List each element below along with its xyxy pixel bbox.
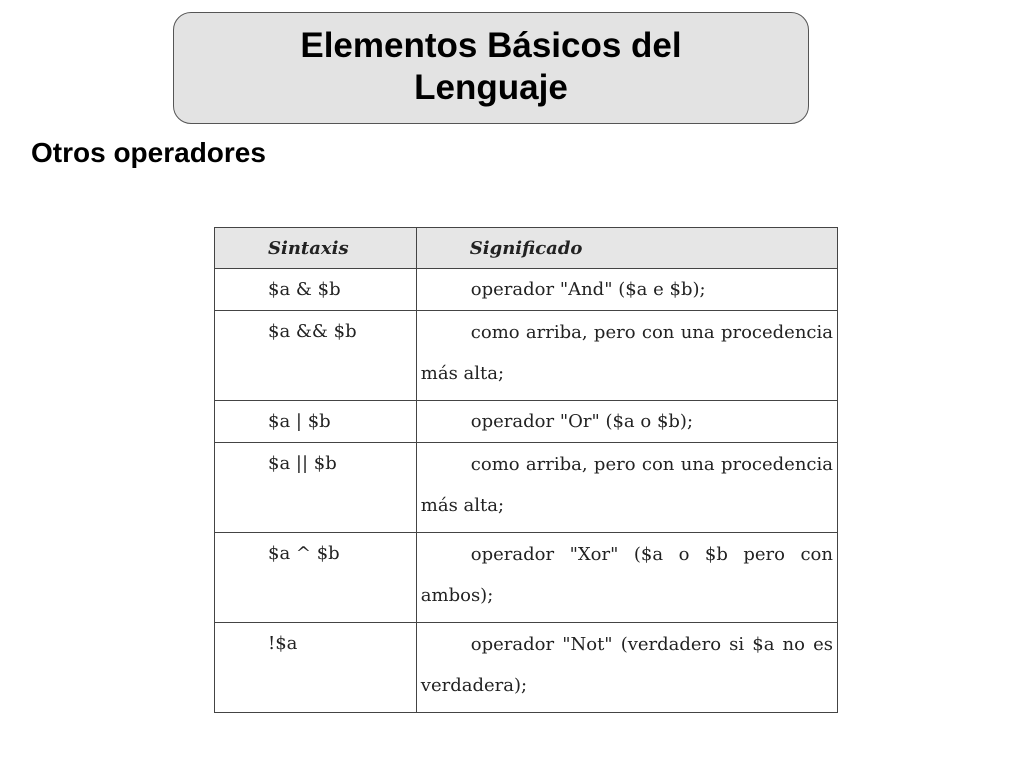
table-row xyxy=(215,533,838,623)
table-row xyxy=(215,311,838,401)
header-syntax xyxy=(215,228,417,269)
meaning-cell xyxy=(416,401,837,443)
meaning-text: operador "Xor" ($a o $b pero con ambos); xyxy=(420,544,833,606)
meaning-text: como arriba, pero con una procedencia más alta; xyxy=(420,322,833,384)
meaning-text: como arriba, pero con una procedencia más alta; xyxy=(420,454,833,516)
section-subtitle: Otros operadores xyxy=(31,137,266,168)
syntax-cell: $a | $b xyxy=(215,401,417,443)
syntax-cell: $a || $b xyxy=(215,443,417,533)
meaning-text: operador "Not" (verdadero si $a no es verdadera); xyxy=(420,634,833,696)
meaning-cell xyxy=(416,269,837,311)
meaning-cell xyxy=(416,443,837,533)
table-header-row xyxy=(215,228,838,269)
table-row xyxy=(215,269,838,311)
operators-table xyxy=(214,227,838,713)
syntax-cell: !$a xyxy=(215,623,417,713)
meaning-cell xyxy=(416,623,837,713)
meaning-text: operador "Or" ($a o $b); xyxy=(470,411,694,432)
meaning-cell xyxy=(416,533,837,623)
syntax-cell: $a ^ $b xyxy=(215,533,417,623)
header-syntax-label: Sintaxis xyxy=(268,237,349,259)
slide-title: Elementos Básicos del Lenguaje xyxy=(300,26,682,107)
syntax-cell: $a && $b xyxy=(215,311,417,401)
table-row xyxy=(215,623,838,713)
header-meaning-label: Significado xyxy=(469,237,583,259)
meaning-cell xyxy=(416,311,837,401)
syntax-cell: $a & $b xyxy=(215,269,417,311)
table-row xyxy=(215,443,838,533)
title-box xyxy=(173,12,809,124)
meaning-text: operador "And" ($a e $b); xyxy=(470,279,706,300)
table-row xyxy=(215,401,838,443)
header-meaning xyxy=(416,228,837,269)
